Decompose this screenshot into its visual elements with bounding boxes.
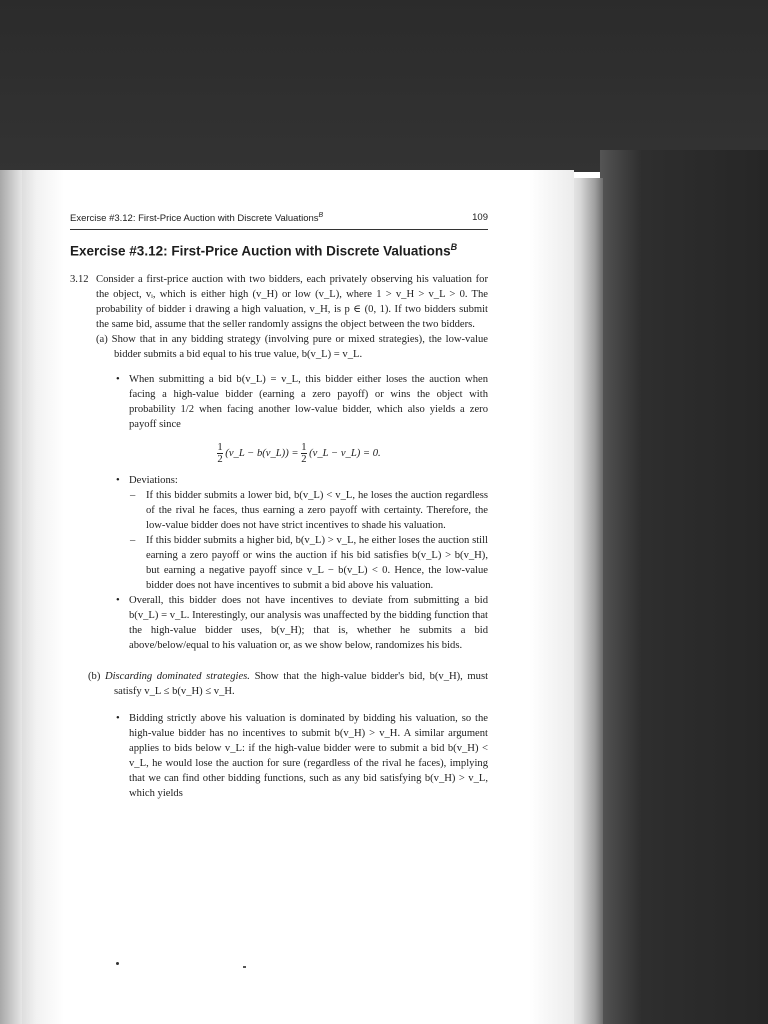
scan-speck — [116, 962, 119, 965]
fraction: $\frac{1}{2}$ — [301, 442, 307, 465]
bullet-item: • Deviations: — [116, 475, 178, 486]
fraction: $\frac{1}{2}$ — [217, 442, 223, 465]
exercise-heading: Exercise #3.12: First-Price Auction with Discrete Valuations$^B$ — [70, 242, 458, 259]
header-rule — [70, 229, 488, 230]
problem-statement: Consider a first-price auction with two bidders, each privately observing his valuation for the object, vᵢ, which is either high (v_H) or low (v_L), where 1 > v_H > v_L > 0. The probability of bidder i drawing a high valuation, v_H, is p ∈ (0, 1). If two bidders submit the same bid, assume that the seller randomly assigns the object between the two bidders. — [96, 274, 488, 330]
part-a: (a) Show that in any bidding strategy (involving pure or mixed strategies), the low-value bidder submits a bid equal to his true value, b(v_L) = v_L. — [96, 334, 488, 360]
bullet-item: • When submitting a bid b(v_L) = v_L, this bidder either loses the auction when facing a high-value bidder (earning a zero payoff) or wins the object with probability 1/2 when facing another low-value bidder, which also yields a zero payoff since — [116, 374, 488, 430]
scan-background-right — [600, 150, 768, 1024]
part-b: (b) Discarding dominated strategies. Show that the high-value bidder's bid, b(v_H), must satisfy v_L ≤ b(v_H) ≤ v_H. — [88, 671, 489, 697]
exercise-body — [70, 272, 488, 801]
scan-background-top — [0, 0, 768, 172]
running-head — [70, 210, 488, 228]
page-number: 109 — [472, 212, 488, 223]
bullet-item: • Bidding strictly above his valuation is dominated by bidding his valuation, so the high-value bidder has no incentives to submit b(v_H) > v_H. A similar argument applies to bids below v_L: if the high-value bidder were to submit a bid b(v_H) < v_L, he would lose the auction for sure (regardless of the rival he faces), implying that we can find other bidding functions, such as any bid satisfying b(v_H) > v_L, which yields — [116, 713, 488, 799]
dash-item: – If this bidder submits a higher bid, b(v_L) > v_L, he either loses the auction still earning a zero payoff or wins the auction if his bid satisfies b(v_L) > b(v_H), but earning a negative payoff since v_L − b(v_L) < 0. Hence, the low-value bidder does not have incentives to submit a bid above his valuation. — [130, 535, 488, 591]
page-left-shadow — [0, 170, 22, 1024]
problem-number: 3.12 — [70, 274, 89, 285]
bullet-item: • Overall, this bidder does not have incentives to deviate from submitting a bid b(v_L) = v_L. Interestingly, our analysis was unaffected by the bidding function that the high-value bidder uses, b(v_H); that is, whether he submits a bid above/below/equal to his valuation or, as we show below, randomizes his bids. — [116, 595, 488, 651]
running-head-title: Exercise #3.12: First-Price Auction with Discrete Valuations$^B$ — [70, 212, 324, 225]
payoff-equation: $\frac{1}{2}$ (v_L − b(v_L)) = $\frac{1}{2}$ (v_L − v_L) = 0. — [217, 442, 381, 465]
dash-item: – If this bidder submits a lower bid, b(v_L) < v_L, he loses the auction regardless of the rival he faces, thus earning a zero payoff with certainty. Therefore, the low-value bidder does not have strict incentives to shade his valuation. — [130, 490, 488, 531]
scan-speck — [243, 966, 246, 968]
